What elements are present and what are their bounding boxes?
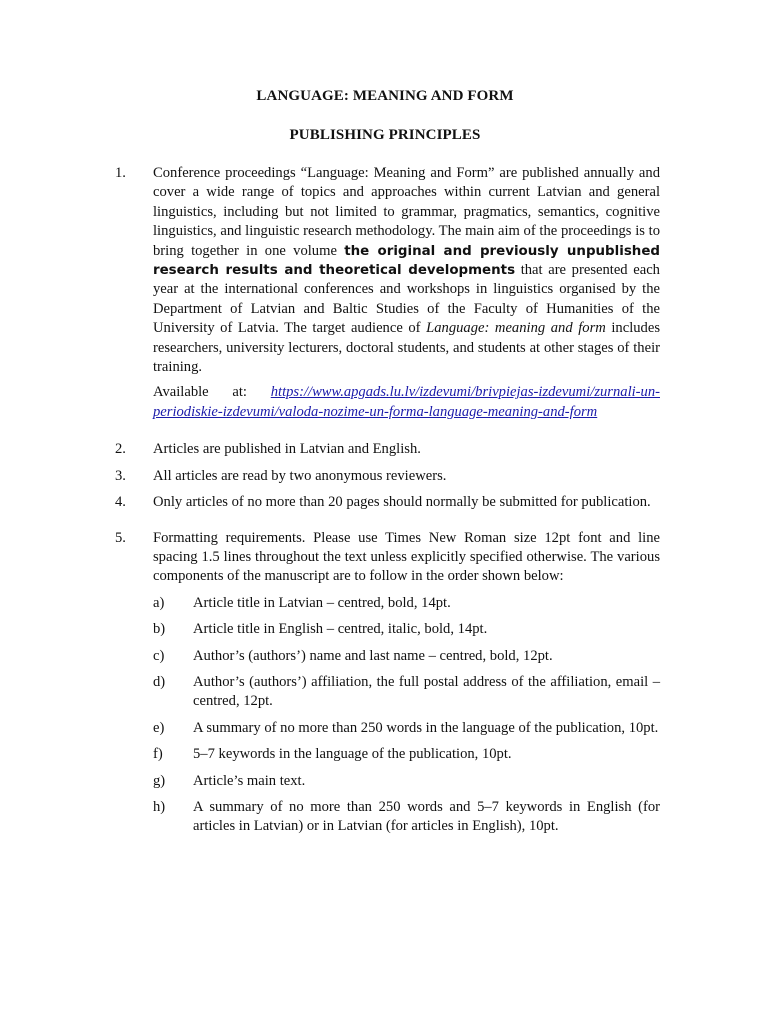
sublist-item-f bbox=[153, 745, 660, 764]
sublist-letter: g) bbox=[153, 772, 166, 789]
available-at-paragraph bbox=[153, 383, 660, 422]
item-number: 4. bbox=[115, 494, 126, 511]
sublist-text: Author’s (authors’) affiliation, the full postal address of the affiliation, email – centred, 12pt. bbox=[193, 673, 660, 710]
sublist-item-g bbox=[153, 772, 660, 791]
item-text: Articles are published in Latvian and English. bbox=[153, 441, 421, 458]
item-text-italic: Language: meaning and form bbox=[426, 320, 606, 337]
sublist-letter: c) bbox=[153, 647, 165, 664]
sublist-text: A summary of no more than 250 words in the language of the publication, 10pt. bbox=[193, 719, 659, 736]
list-item-3 bbox=[115, 467, 660, 486]
sublist-letter: h) bbox=[153, 798, 166, 815]
item-text: that are presented each year at the international conferences and workshops in linguistics organised by the Department of Latvian and Baltic Studies of the Faculty of Humanities of the University of Latvia. The target audience of bbox=[153, 262, 660, 337]
item-number: 3. bbox=[115, 467, 126, 484]
sublist-letter: d) bbox=[153, 673, 166, 690]
list-item-1 bbox=[115, 164, 660, 422]
sublist-text: Author’s (authors’) name and last name – centred, bold, 12pt. bbox=[193, 647, 553, 664]
sublist-letter: f) bbox=[153, 746, 163, 763]
sublist-text: Article’s main text. bbox=[193, 772, 306, 789]
sublist-text: Article title in Latvian – centred, bold, 14pt. bbox=[193, 594, 451, 611]
list-item-5 bbox=[115, 529, 660, 837]
item-text: Only articles of no more than 20 pages should normally be submitted for publication. bbox=[153, 494, 651, 511]
document-title: LANGUAGE: MEANING AND FORM bbox=[256, 88, 514, 104]
sublist-letter: a) bbox=[153, 594, 165, 611]
section-title: PUBLISHING PRINCIPLES bbox=[289, 127, 481, 143]
item-number: 2. bbox=[115, 441, 126, 458]
sublist-letter: e) bbox=[153, 719, 165, 736]
formatting-sublist bbox=[153, 594, 660, 837]
sublist-text: Article title in English – centred, italic, bold, 14pt. bbox=[193, 621, 488, 638]
available-label: Available at: bbox=[153, 384, 271, 401]
item-number: 1. bbox=[115, 165, 126, 181]
item-text: Formatting requirements. Please use Times New Roman size 12pt font and line spacing 1.5 lines throughout the text unless explicitly specified otherwise. The various components of the manuscript are to follow in the order shown below: bbox=[153, 529, 660, 585]
item-text: Conference proceedings “Language: Meaning and Form” are published annually and cover a wide range of topics and approaches within current Latvian and general linguistics, including but not limited to grammar, pragmatics, semantics, cognitive linguistics, and linguistic research methodology. The main aim of the proceedings is to bring together in one volume bbox=[153, 165, 660, 259]
sublist-item-d bbox=[153, 673, 660, 712]
sublist-item-h bbox=[153, 798, 660, 837]
sublist-letter: b) bbox=[153, 621, 166, 638]
principles-list bbox=[115, 164, 660, 844]
list-item-4 bbox=[115, 493, 660, 512]
sublist-text: 5–7 keywords in the language of the publication, 10pt. bbox=[193, 746, 512, 763]
item-text: includes researchers, university lecturers, doctoral students, and students at other stages of their training. bbox=[153, 320, 661, 376]
item-number: 5. bbox=[115, 529, 126, 546]
sublist-item-a bbox=[153, 594, 660, 613]
sublist-item-e bbox=[153, 719, 660, 738]
item-text: All articles are read by two anonymous reviewers. bbox=[153, 467, 447, 484]
sublist-text: A summary of no more than 250 words and 5–7 keywords in English (for articles in Latvian) or in Latvian (for articles in English), 10pt. bbox=[193, 798, 660, 835]
sublist-item-b bbox=[153, 620, 660, 639]
list-item-2 bbox=[115, 440, 660, 459]
item-paragraph bbox=[153, 164, 660, 377]
item-text-bold: the original and previously unpublished research results and theoretical developments bbox=[153, 243, 660, 279]
proceedings-link[interactable]: https://www.apgads.lu.lv/izdevumi/brivpiejas-izdevumi/zurnali-un-periodiskie-izdevumi/valoda-nozime-un-forma-language-meaning-and-form bbox=[153, 384, 660, 420]
sublist-item-c bbox=[153, 647, 660, 666]
